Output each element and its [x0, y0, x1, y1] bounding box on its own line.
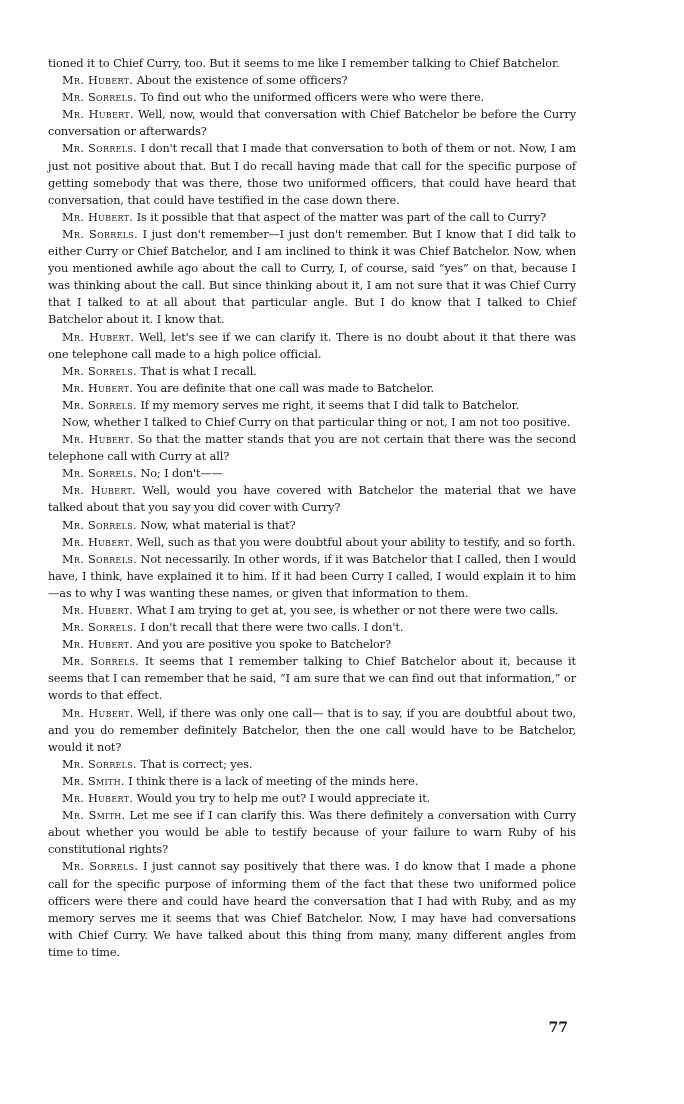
speaker-label: Mr. Sorrels.	[62, 364, 137, 378]
paragraph	[48, 431, 576, 465]
paragraph	[48, 380, 576, 397]
speaker-label: Mr. Sorrels.	[62, 398, 137, 412]
paragraph	[48, 653, 576, 704]
paragraph	[48, 140, 576, 208]
paragraph	[48, 551, 576, 602]
paragraph-text: What I am trying to get at, you see, is whether or not there were two calls.	[133, 604, 559, 617]
paragraph-text: Well, now, would that conversation with Chief Batchelor be before the Curry conversation or afterwards?	[48, 108, 576, 139]
paragraph-text: Well, would you have covered with Batchelor the material that we have talked about that you say you did cover with Curry?	[48, 484, 576, 515]
speaker-label: Mr. Smith.	[62, 809, 126, 823]
paragraph	[48, 790, 576, 807]
paragraph-text: Not necessarily. In other words, if it was Batchelor that I called, then I would have, I think, have explained it to him. If it had been Curry I called, I would explain it to him—as to why I was wanting these names, or given that information to them.	[48, 552, 576, 600]
speaker-label: Mr. Hubert.	[62, 706, 134, 720]
paragraph	[48, 89, 576, 106]
paragraph-text: To find out who the uniformed officers were who were there.	[136, 91, 485, 105]
paragraph-text: Well, if there was only one call— that is to say, if you are doubtful about two, and you do remember definitely Batchelor, then the one call would have to be Batchelor, would it not?	[48, 706, 576, 754]
paragraph	[48, 363, 576, 380]
paragraph-text: That is correct; yes.	[136, 757, 253, 771]
paragraph-text: I just cannot say positively that there was. I do know that I made a phone call for the specific purpose of informing them of the fact that these two uniformed police officers were there and could have heard the conversation that I had with Ruby, and as my memory serves me it seems that was Chief Batchelor. Now, I may have had conversations with Chief Curry. We have talked about this thing from many, many different angles from time to time.	[48, 860, 576, 959]
paragraph-text: I don't recall that I made that conversation to both of them or not. Now, I am just not positive about that. But I do recall having made that call for the specific purpose of getting somebody that was there, those two uniformed officers, that could have heard that conversation, that could have testified in the case down there.	[48, 142, 576, 207]
paragraph	[48, 397, 576, 414]
speaker-label: Mr. Sorrels.	[62, 518, 137, 532]
paragraph	[48, 602, 576, 619]
speaker-label: Mr. Sorrels.	[62, 655, 140, 669]
speaker-label: Mr. Hubert.	[62, 535, 134, 549]
paragraph	[48, 482, 576, 516]
paragraph-text: That is what I recall.	[136, 364, 257, 378]
paragraph-text: I think there is a lack of meeting of the minds here.	[124, 774, 419, 788]
paragraph	[48, 858, 576, 961]
paragraph	[48, 534, 576, 551]
speaker-label: Mr. Smith.	[62, 774, 125, 788]
paragraph-text: Would you try to help me out? I would appreciate it.	[133, 792, 431, 806]
paragraph	[48, 773, 576, 790]
speaker-label: Mr. Hubert.	[62, 210, 134, 224]
paragraph-text: Is it possible that that aspect of the matter was part of the call to Curry?	[133, 210, 547, 224]
paragraph	[48, 106, 576, 140]
paragraph	[48, 756, 576, 773]
paragraph	[48, 619, 576, 636]
speaker-label: Mr. Hubert.	[62, 381, 134, 395]
paragraph-text: It seems that I remember talking to Chief Batchelor about it, because it seems that I can remember that he said, “I am sure that we can find out that information,” or words to that effect.	[48, 655, 576, 703]
paragraph	[48, 329, 576, 363]
paragraph-text: So that the matter stands that you are not certain that there was the second telephone call with Curry at all?	[48, 433, 576, 464]
paragraph-text: I don't recall that there were two calls. I don't.	[136, 621, 404, 635]
speaker-label: Mr. Sorrels.	[62, 142, 138, 156]
paragraph-text: Let me see if I can clarify this. Was there definitely a conversation with Curry about whether you would be able to testify because of your failure to warn Ruby of his constitutional rights?	[48, 809, 576, 857]
speaker-label: Mr. Hubert.	[62, 792, 134, 806]
paragraph-text: Well, let's see if we can clarify it. There is no doubt about it that there was one telephone call made to a high police official.	[48, 330, 576, 361]
paragraph-text: And you are positive you spoke to Batchelor?	[133, 638, 391, 652]
testimony-text	[48, 55, 576, 961]
speaker-label: Mr. Hubert.	[62, 108, 134, 122]
paragraph-text: About the existence of some officers?	[133, 74, 348, 88]
paragraph	[48, 636, 576, 653]
paragraph-text: No; I don't——	[136, 467, 223, 481]
speaker-label: Mr. Sorrels.	[62, 621, 137, 635]
paragraph	[48, 209, 576, 226]
speaker-label: Mr. Hubert.	[62, 433, 134, 447]
speaker-label: Mr. Sorrels.	[62, 91, 137, 105]
paragraph	[48, 517, 576, 534]
paragraph-text: You are definite that one call was made to Batchelor.	[133, 381, 434, 395]
speaker-label: Mr. Sorrels.	[62, 467, 137, 481]
paragraph	[48, 72, 576, 89]
speaker-label: Mr. Sorrels.	[62, 552, 137, 566]
speaker-label: Mr. Hubert.	[62, 638, 134, 652]
paragraph	[48, 807, 576, 858]
paragraph-text: Well, such as that you were doubtful about your ability to testify, and so forth.	[133, 535, 576, 549]
page-number: 77	[548, 1020, 568, 1036]
speaker-label: Mr. Sorrels.	[62, 227, 139, 241]
speaker-label: Mr. Hubert.	[62, 330, 135, 344]
paragraph-text: Now, what material is that?	[136, 518, 296, 532]
paragraph-continuation	[48, 55, 576, 72]
paragraph	[48, 465, 576, 482]
paragraph-text: I just don't remember—I just don't remember. But I know that I did talk to either Curry or Chief Batchelor, and I am inclined to think it was Chief Batchelor. Now, when you mentioned awhile ago about the call to Curry, I, of course, said “yes” on that, because I was thinking about the call. But since thinking about it, I am not sure that it was Chief Curry that I talked to at all about that particular angle. But I do know that I talked to Chief Batchelor about it. I know that.	[48, 227, 576, 327]
speaker-label: Mr. Hubert.	[62, 74, 134, 88]
speaker-label: Mr. Sorrels.	[62, 860, 139, 874]
speaker-label: Mr. Hubert.	[62, 604, 134, 617]
paragraph	[48, 705, 576, 756]
paragraph-text: tioned it to Chief Curry, too. But it seems to me like I remember talking to Chief Batchelor.	[48, 57, 560, 70]
speaker-label: Mr. Sorrels.	[62, 757, 137, 771]
paragraph	[48, 414, 576, 431]
speaker-label: Mr. Hubert.	[62, 484, 137, 498]
paragraph	[48, 226, 576, 329]
paragraph-text: Now, whether I talked to Chief Curry on that particular thing or not, I am not too positive.	[62, 415, 571, 429]
paragraph-text: If my memory serves me right, it seems that I did talk to Batchelor.	[136, 398, 520, 412]
